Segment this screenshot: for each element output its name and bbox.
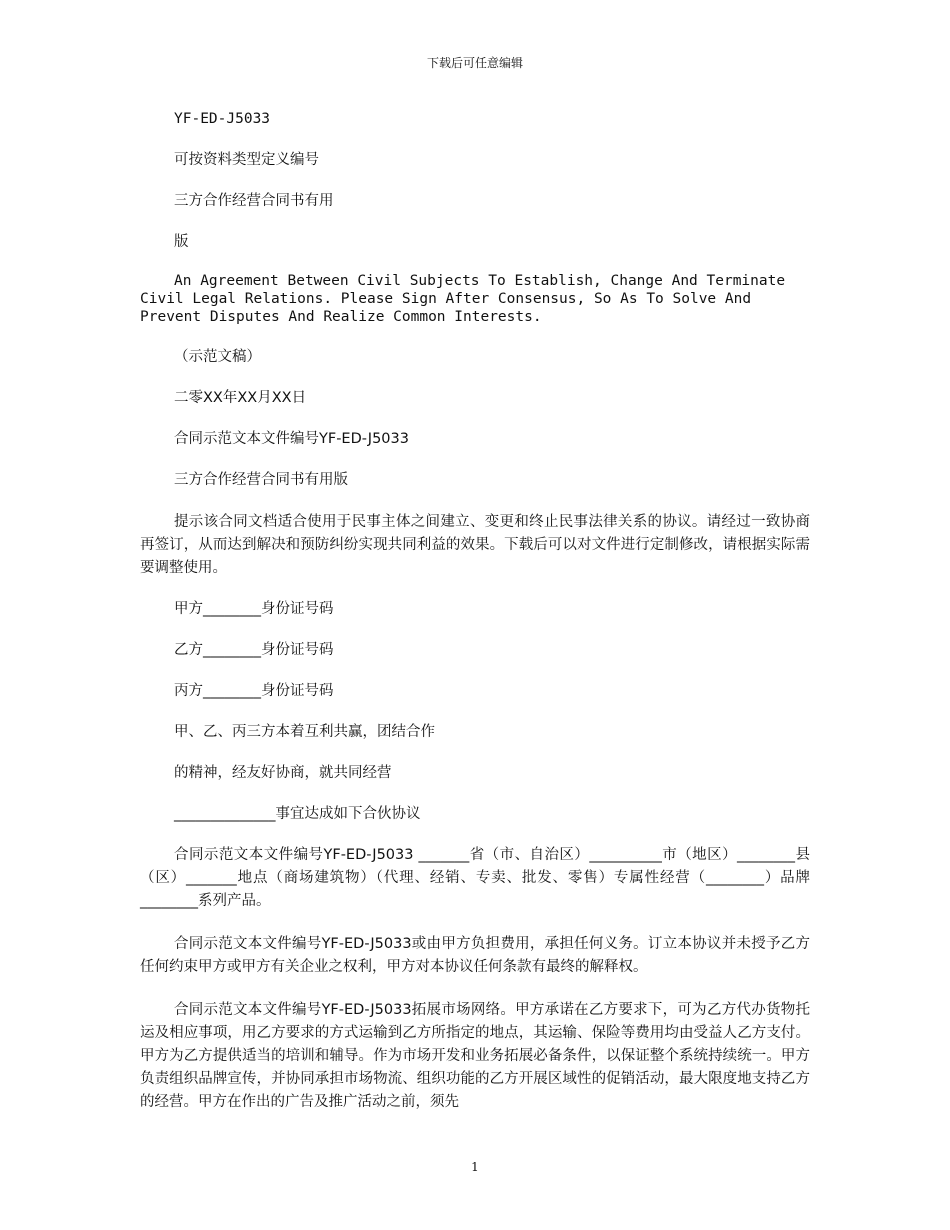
page-header: 下载后可任意编辑 (426, 56, 523, 70)
clause-paragraph-2: 合同示范文本文件编号YF-ED-J5033或由甲方负担费用，承担任何义务。订立本协议并未授予乙方任何约束甲方或甲方有关企业之权利，甲方对本协议任何条款有最终的解释权。 (140, 936, 810, 975)
define-note: 可按资料类型定义编号 (174, 152, 319, 168)
document-body (140, 110, 810, 1114)
draft-label: （示范文稿） (174, 349, 261, 365)
title-full: 三方合作经营合同书有用版 (174, 472, 348, 488)
title-line-2: 版 (174, 234, 189, 250)
party-a: 甲方________身份证号码 (174, 601, 334, 617)
page-number: 1 (471, 1160, 479, 1174)
notice-paragraph: 提示该合同文档适合使用于民事主体之间建立、变更和终止民事法律关系的协议。请经过一致协商再签订，从而达到解决和预防纠纷实现共同利益的效果。下载后可以对文件进行定制修改，请根据实际需要调整使用。 (140, 514, 810, 576)
doc-code: YF-ED-J5033 (174, 111, 271, 127)
contract-number-line: 合同示范文本文件编号YF-ED-J5033 (174, 431, 409, 447)
date-line: 二零XX年XX月XX日 (174, 390, 307, 406)
clause-paragraph-1: 合同示范文本文件编号YF-ED-J5033 _______省（市、自治区）__________市（地区）________县（区）_______地点（商场建筑物）（代理、经销、专卖、批发、零售）专属性经营（________）品牌________系列产品。 (140, 847, 810, 909)
party-c: 丙方________身份证号码 (174, 683, 334, 699)
english-intro: An Agreement Between Civil Subjects To Establish, Change And Terminate Civil Legal Relations. Please Sign After Consensus, So As To Solve And Prevent Disputes And Realize Common Interests. (140, 273, 786, 325)
agreement-line-1: 甲、乙、丙三方本着互利共赢，团结合作 (174, 724, 435, 740)
agreement-line-3: ______________事宜达成如下合伙协议 (174, 806, 421, 822)
party-b: 乙方________身份证号码 (174, 642, 334, 658)
title-line-1: 三方合作经营合同书有用 (174, 193, 334, 209)
clause-paragraph-3: 合同示范文本文件编号YF-ED-J5033拓展市场网络。甲方承诺在乙方要求下，可为乙方代办货物托运及相应事项，用乙方要求的方式运输到乙方所指定的地点，其运输、保险等费用均由受益人乙方支付。甲方为乙方提供适当的培训和辅导。作为市场开发和业务拓展必备条件，以保证整个系统持续统一。甲方负责组织品牌宣传，并协同承担市场物流、组织功能的乙方开展区域性的促销活动，最大限度地支持乙方的经营。甲方在作出的广告及推广活动之前，须先 (140, 1002, 810, 1110)
agreement-line-2: 的精神，经友好协商，就共同经营 (174, 765, 392, 781)
